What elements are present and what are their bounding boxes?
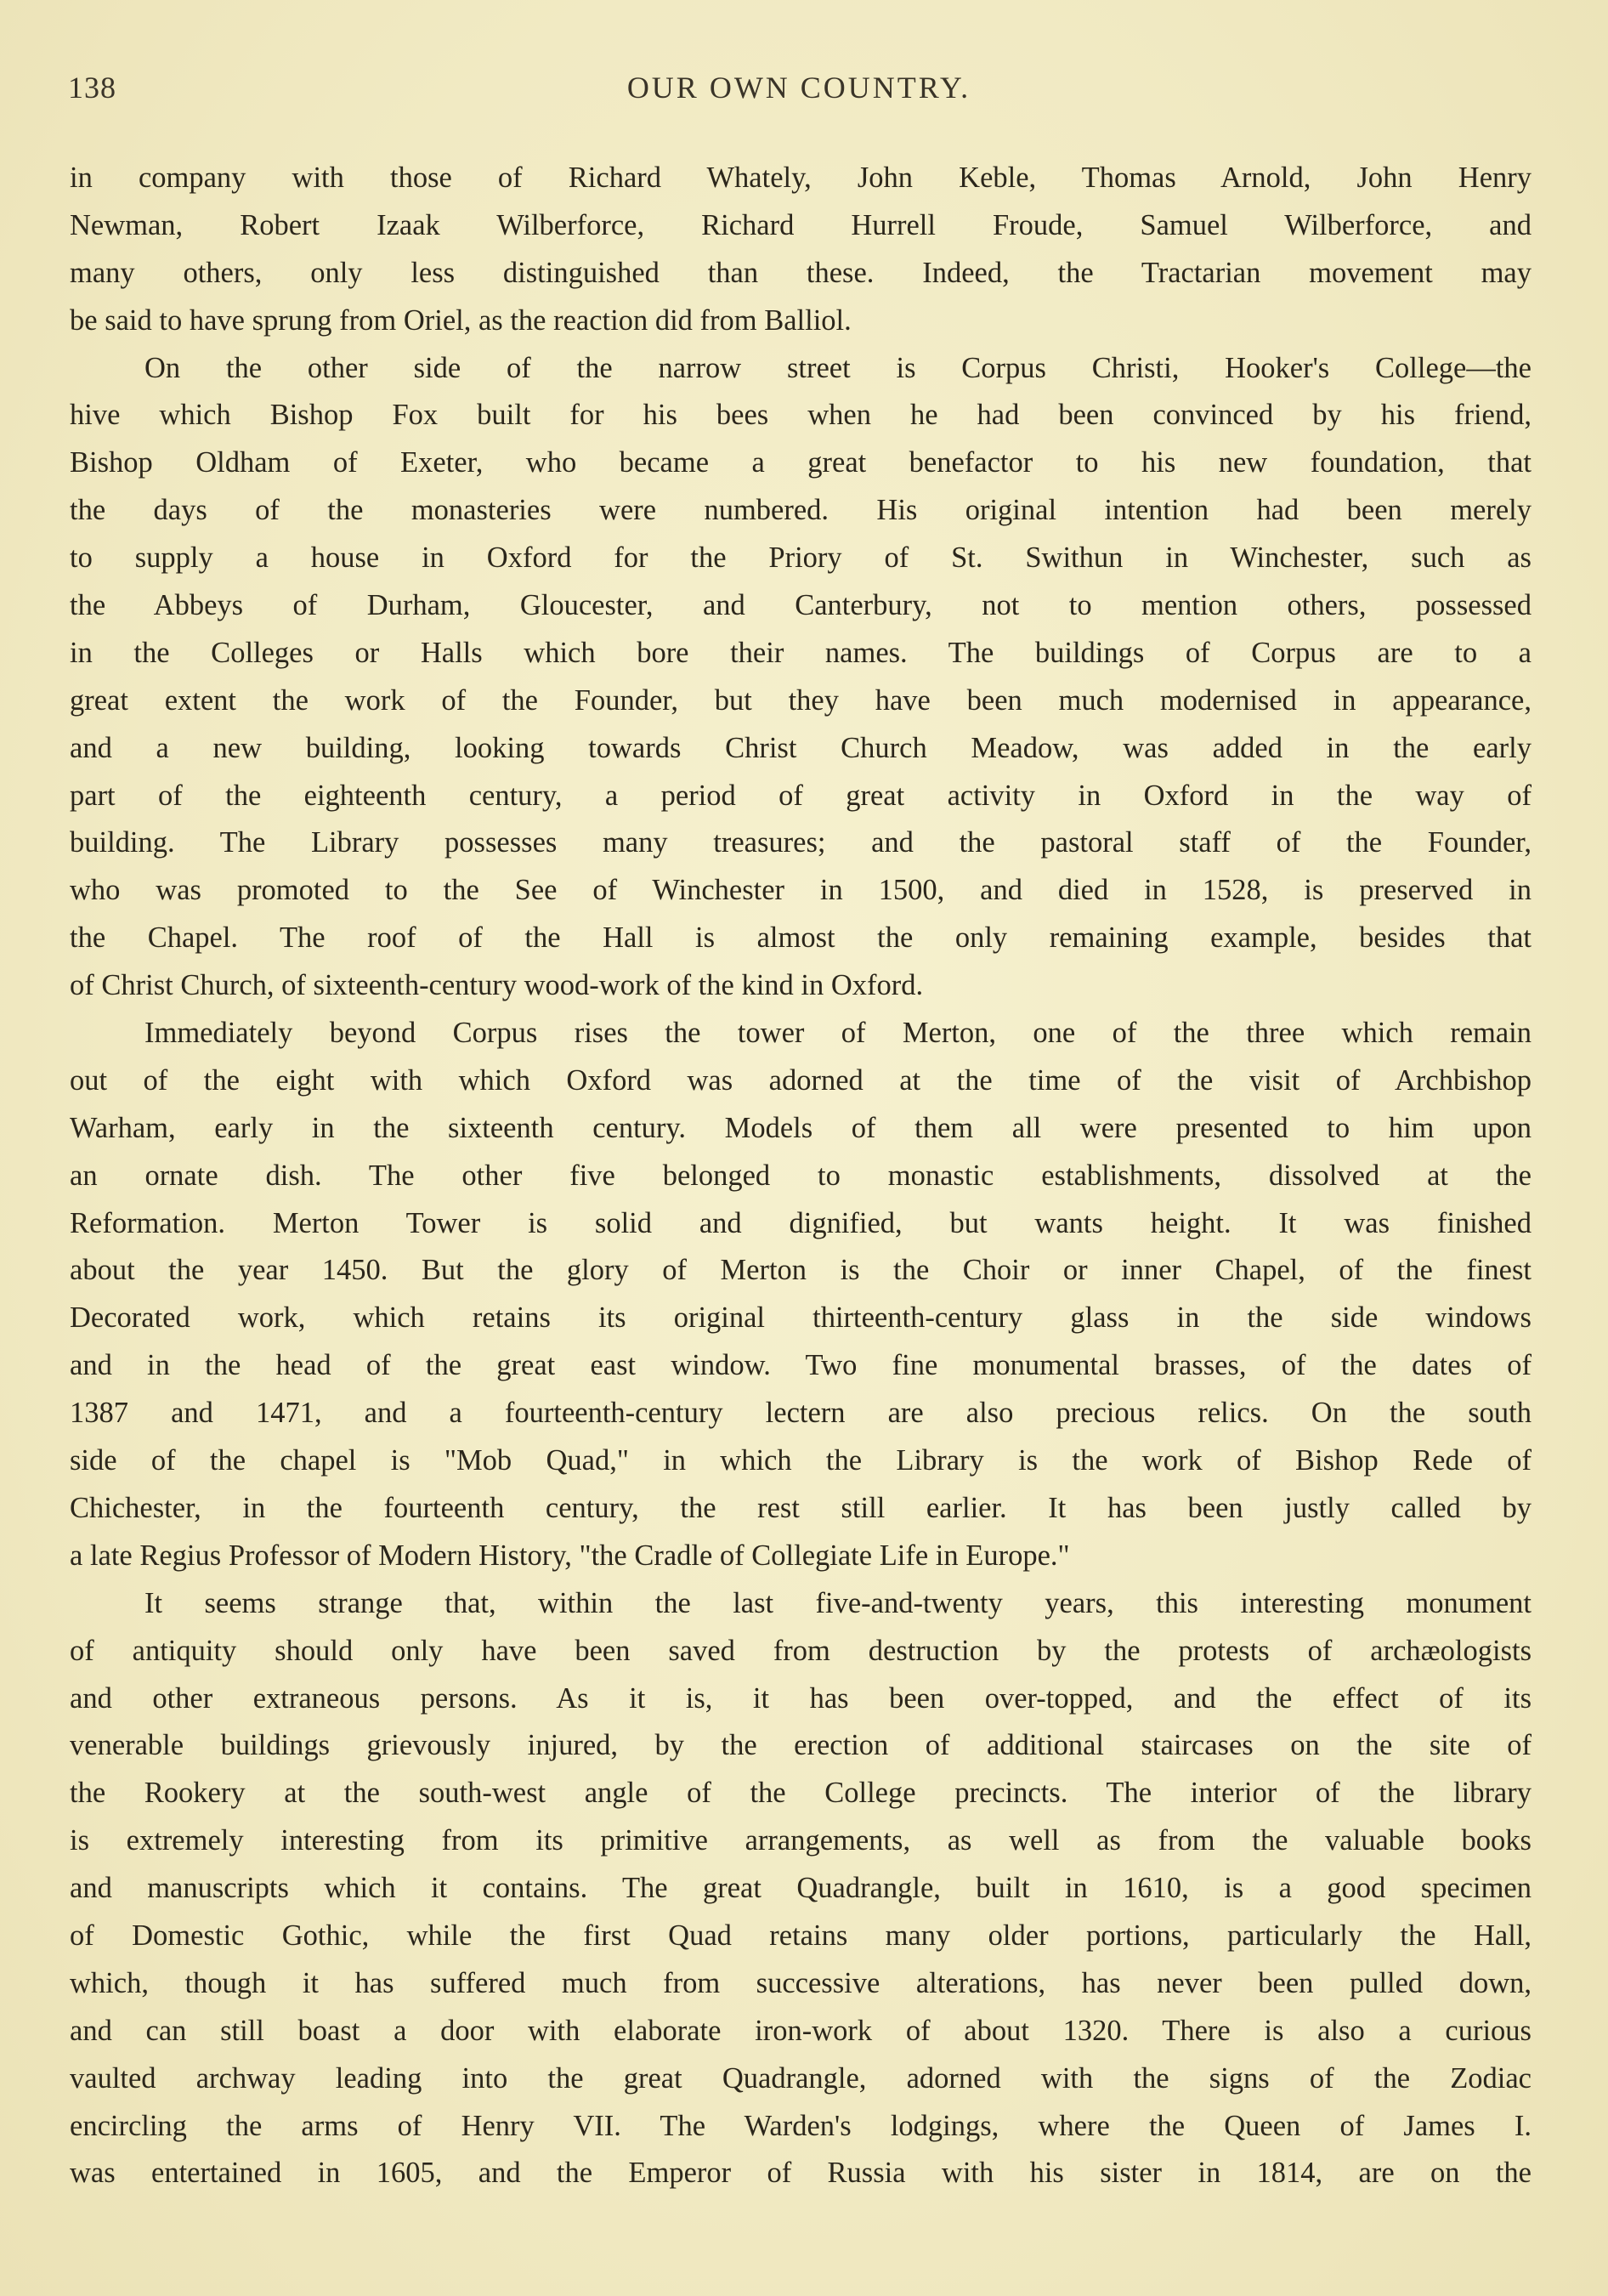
text-line: in company with those of Richard Whately, John Keble, Thomas Arnold, John Henry [70,162,1532,194]
text-line: an ornate dish. The other five belonged to monastic establishments, dissolved at the [70,1159,1532,1192]
text-line: venerable buildings grievously injured, by the erection of additional staircases on the site of [70,1729,1532,1762]
running-title: OUR OWN COUNTRY. [626,71,971,105]
text-line: and in the head of the great east window. Two fine monumental brasses, of the dates of [70,1349,1532,1382]
text-line: Decorated work, which retains its original thirteenth-century glass in the side windows [70,1301,1532,1335]
text-line: Warham, early in the sixteenth century. Models of them all were presented to him upon [70,1111,1532,1144]
text-line: the Abbeys of Durham, Gloucester, and Canterbury, not to mention others, possessed [70,589,1532,622]
text-line: was entertained in 1605, and the Emperor of Russia with his sister in 1814, are on the [70,2157,1532,2190]
text-line: It seems strange that, within the last five-and-twenty years, this interesting monument [144,1586,1532,1619]
text-line: a late Regius Professor of Modern History, "the Cradle of Collegiate Life in Europe." [70,1539,1070,1572]
text-line: and manuscripts which it contains. The great Quadrangle, built in 1610, is a good specimen [70,1872,1532,1905]
text-line: On the other side of the narrow street is Corpus Christi, Hooker's College—the [144,351,1532,384]
text-line: is extremely interesting from its primitive arrangements, as well as from the valuable books [70,1824,1532,1857]
text-line: great extent the work of the Founder, but they have been much modernised in appearance, [70,683,1532,717]
text-line: about the year 1450. But the glory of Merton is the Choir or inner Chapel, of the finest [70,1254,1532,1287]
text-line: the days of the monasteries were numbered. His original intention had been merely [70,494,1532,527]
text-line: of Christ Church, of sixteenth-century wood-work of the kind in Oxford. [70,969,924,1002]
text-line: and other extraneous persons. As it is, it has been over-topped, and the effect of its [70,1681,1532,1715]
text-line: Newman, Robert Izaak Wilberforce, Richard Hurrell Froude, Samuel Wilberforce, and [70,208,1532,241]
page-number: 138 [68,71,116,105]
text-line: and a new building, looking towards Christ Church Meadow, was added in the early [70,731,1532,764]
text-line: vaulted archway leading into the great Quadrangle, adorned with the signs of the Zodiac [70,2061,1532,2095]
text-line: Reformation. Merton Tower is solid and dignified, but wants height. It was finished [70,1206,1532,1239]
text-line: hive which Bishop Fox built for his bees when he had been convinced by his friend, [70,399,1532,432]
text-line: who was promoted to the See of Winchester in 1500, and died in 1528, is preserved in [70,874,1532,907]
text-line: many others, only less distinguished than these. Indeed, the Tractarian movement may [70,256,1532,289]
body-text [70,155,1532,2197]
text-line: encircling the arms of Henry VII. The Warden's lodgings, where the Queen of James I. [70,2109,1532,2142]
text-line: in the Colleges or Halls which bore their names. The buildings of Corpus are to a [70,636,1532,669]
text-line: Chichester, in the fourteenth century, the rest still earlier. It has been justly called by [70,1491,1532,1524]
text-line: of Domestic Gothic, while the first Quad retains many older portions, particularly the Hall, [70,1919,1532,1952]
text-line: to supply a house in Oxford for the Priory of St. Swithun in Winchester, such as [70,541,1532,575]
text-line: side of the chapel is "Mob Quad," in which the Library is the work of Bishop Rede of [70,1444,1532,1477]
text-line: and can still boast a door with elaborate iron-work of about 1320. There is also a curious [70,2014,1532,2047]
text-line: which, though it has suffered much from successive alterations, has never been pulled down, [70,1966,1532,1999]
running-head [68,70,1530,112]
text-line: building. The Library possesses many treasures; and the pastoral staff of the Founder, [70,826,1532,859]
text-line: 1387 and 1471, and a fourteenth-century lectern are also precious relics. On the south [70,1397,1532,1430]
text-line: out of the eight with which Oxford was adorned at the time of the visit of Archbishop [70,1063,1532,1097]
text-line: the Rookery at the south-west angle of the College precincts. The interior of the library [70,1777,1532,1810]
text-line: Bishop Oldham of Exeter, who became a great benefactor to his new foundation, that [70,446,1532,479]
text-line: the Chapel. The roof of the Hall is almost the only remaining example, besides that [70,921,1532,955]
text-line: of antiquity should only have been saved from destruction by the protests of archæologists [70,1634,1532,1667]
text-line: be said to have sprung from Oriel, as the reaction did from Balliol. [70,303,852,337]
text-line: Immediately beyond Corpus rises the tower of Merton, one of the three which remain [144,1017,1532,1050]
text-line: part of the eighteenth century, a period of great activity in Oxford in the way of [70,779,1532,812]
